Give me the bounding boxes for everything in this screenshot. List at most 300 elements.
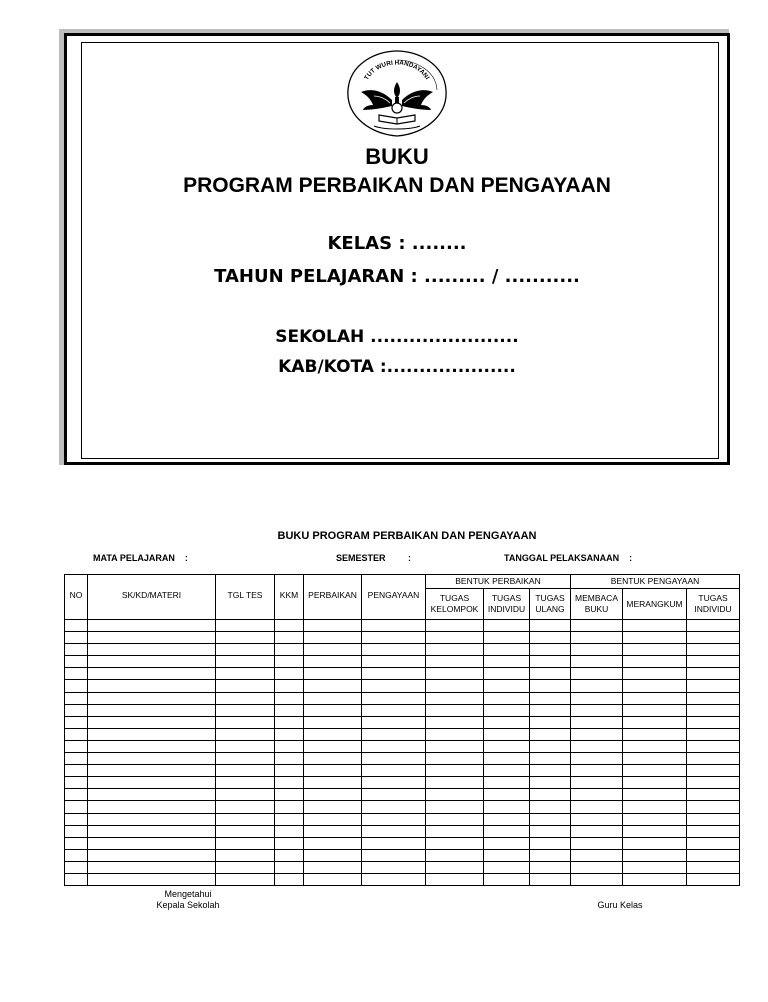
table-cell[interactable]	[530, 740, 571, 752]
table-cell[interactable]	[484, 813, 530, 825]
table-cell[interactable]	[304, 873, 362, 885]
table-cell[interactable]	[623, 789, 687, 801]
table-cell[interactable]	[304, 668, 362, 680]
tanggal-pelaksanaan-label: TANGGAL PELAKSANAAN :	[504, 553, 633, 563]
header-kkm: KKM	[275, 575, 304, 620]
table-cell[interactable]	[65, 656, 88, 668]
table-cell[interactable]	[304, 632, 362, 644]
table-cell[interactable]	[88, 825, 216, 837]
table-cell[interactable]	[426, 680, 484, 692]
table-cell[interactable]	[687, 632, 740, 644]
table-cell[interactable]	[530, 789, 571, 801]
table-cell[interactable]	[362, 813, 426, 825]
table-cell[interactable]	[571, 861, 623, 873]
table-cell[interactable]	[304, 861, 362, 873]
table-row	[65, 825, 740, 837]
table-cell[interactable]	[362, 777, 426, 789]
table-cell[interactable]	[88, 704, 216, 716]
table-row	[65, 813, 740, 825]
table-cell[interactable]	[426, 765, 484, 777]
table-cell[interactable]	[623, 656, 687, 668]
table-cell[interactable]	[65, 825, 88, 837]
table-cell[interactable]	[88, 632, 216, 644]
table-row	[65, 801, 740, 813]
table-cell[interactable]	[304, 656, 362, 668]
table-row	[65, 777, 740, 789]
table-cell[interactable]	[530, 632, 571, 644]
table-cell[interactable]	[571, 765, 623, 777]
table-cell[interactable]	[571, 837, 623, 849]
table-cell[interactable]	[484, 716, 530, 728]
table-cell[interactable]	[275, 680, 304, 692]
table-cell[interactable]	[571, 789, 623, 801]
table-cell[interactable]	[88, 620, 216, 632]
table-cell[interactable]	[304, 704, 362, 716]
table-cell[interactable]	[687, 620, 740, 632]
cover-kab-kota: KAB/KOTA :....................	[278, 357, 516, 377]
table-row	[65, 692, 740, 704]
table-cell[interactable]	[304, 789, 362, 801]
table-cell[interactable]	[426, 801, 484, 813]
table-cell[interactable]	[571, 692, 623, 704]
table-row	[65, 728, 740, 740]
table-cell[interactable]	[484, 789, 530, 801]
table-cell[interactable]	[216, 861, 275, 873]
table-row	[65, 644, 740, 656]
table-cell[interactable]	[484, 620, 530, 632]
table-body	[65, 620, 740, 886]
table-cell[interactable]	[65, 740, 88, 752]
table-cell[interactable]	[623, 728, 687, 740]
table-cell[interactable]	[304, 644, 362, 656]
table-cell[interactable]	[484, 849, 530, 861]
table-cell[interactable]	[275, 789, 304, 801]
table-cell[interactable]	[88, 873, 216, 885]
table-cell[interactable]	[484, 777, 530, 789]
table-cell[interactable]	[275, 813, 304, 825]
table-cell[interactable]	[571, 873, 623, 885]
table-cell[interactable]	[484, 704, 530, 716]
table-cell[interactable]	[65, 668, 88, 680]
table-cell[interactable]	[216, 728, 275, 740]
cover-sekolah: SEKOLAH .......................	[275, 327, 519, 347]
table-cell[interactable]	[88, 813, 216, 825]
table-cell[interactable]	[571, 849, 623, 861]
table-cell[interactable]	[530, 849, 571, 861]
table-cell[interactable]	[362, 632, 426, 644]
table-cell[interactable]	[65, 692, 88, 704]
table-cell[interactable]	[216, 849, 275, 861]
table-cell[interactable]	[426, 861, 484, 873]
table-cell[interactable]	[65, 728, 88, 740]
table-cell[interactable]	[275, 777, 304, 789]
table-cell[interactable]	[426, 656, 484, 668]
table-cell[interactable]	[484, 692, 530, 704]
table-cell[interactable]	[304, 680, 362, 692]
table-cell[interactable]	[623, 753, 687, 765]
table-cell[interactable]	[530, 801, 571, 813]
table-cell[interactable]	[571, 716, 623, 728]
table-cell[interactable]	[275, 849, 304, 861]
table-cell[interactable]	[426, 668, 484, 680]
table-cell[interactable]	[687, 837, 740, 849]
table-cell[interactable]	[362, 644, 426, 656]
table-cell[interactable]	[88, 837, 216, 849]
table-row	[65, 668, 740, 680]
table-cell[interactable]	[275, 801, 304, 813]
table-cell[interactable]	[426, 825, 484, 837]
table-cell[interactable]	[88, 728, 216, 740]
table-cell[interactable]	[484, 801, 530, 813]
table-cell[interactable]	[530, 716, 571, 728]
table-cell[interactable]	[687, 849, 740, 861]
table-cell[interactable]	[687, 728, 740, 740]
table-cell[interactable]	[530, 753, 571, 765]
table-cell[interactable]	[362, 740, 426, 752]
table-cell[interactable]	[484, 861, 530, 873]
table-cell[interactable]	[275, 873, 304, 885]
table-cell[interactable]	[216, 789, 275, 801]
table-cell[interactable]	[216, 777, 275, 789]
table-row	[65, 704, 740, 716]
table-cell[interactable]	[623, 668, 687, 680]
table-cell[interactable]	[623, 765, 687, 777]
table-cell[interactable]	[687, 765, 740, 777]
table-cell[interactable]	[687, 716, 740, 728]
table-cell[interactable]	[687, 789, 740, 801]
table-cell[interactable]	[65, 849, 88, 861]
table-cell[interactable]	[623, 644, 687, 656]
signature-kepala-sekolah-label: Kepala Sekolah	[156, 900, 220, 910]
table-cell[interactable]	[426, 692, 484, 704]
table-cell[interactable]	[65, 861, 88, 873]
table-cell[interactable]	[216, 668, 275, 680]
table-cell[interactable]	[623, 680, 687, 692]
table-cell[interactable]	[484, 632, 530, 644]
table-cell[interactable]	[530, 825, 571, 837]
table-cell[interactable]	[571, 813, 623, 825]
table-cell[interactable]	[426, 789, 484, 801]
table-cell[interactable]	[687, 644, 740, 656]
table-cell[interactable]	[304, 716, 362, 728]
table-cell[interactable]	[362, 668, 426, 680]
table-cell[interactable]	[623, 704, 687, 716]
table-cell[interactable]	[275, 668, 304, 680]
table-cell[interactable]	[426, 644, 484, 656]
table-cell[interactable]	[362, 753, 426, 765]
table-cell[interactable]	[426, 620, 484, 632]
table-row	[65, 861, 740, 873]
table-cell[interactable]	[530, 813, 571, 825]
table-cell[interactable]	[530, 668, 571, 680]
table-cell[interactable]	[687, 656, 740, 668]
table-row	[65, 656, 740, 668]
table-cell[interactable]	[571, 668, 623, 680]
table-cell[interactable]	[216, 680, 275, 692]
header-tugas-kelompok: TUGAS KELOMPOK	[426, 589, 484, 620]
table-cell[interactable]	[275, 692, 304, 704]
perbaikan-pengayaan-table	[64, 574, 740, 886]
cover-tahun-pelajaran: TAHUN PELAJARAN : ......... / ...........	[214, 266, 580, 287]
table-cell[interactable]	[362, 801, 426, 813]
table-cell[interactable]	[426, 716, 484, 728]
table-cell[interactable]	[571, 753, 623, 765]
table-cell[interactable]	[687, 861, 740, 873]
table-cell[interactable]	[275, 765, 304, 777]
table-cell[interactable]	[571, 801, 623, 813]
table-cell[interactable]	[65, 753, 88, 765]
header-tugas-ulang: TUGAS ULANG	[530, 589, 571, 620]
table-cell[interactable]	[623, 716, 687, 728]
table-cell[interactable]	[623, 873, 687, 885]
table-cell[interactable]	[571, 620, 623, 632]
table-cell[interactable]	[275, 644, 304, 656]
table-cell[interactable]	[426, 704, 484, 716]
table-cell[interactable]	[484, 837, 530, 849]
table-row	[65, 753, 740, 765]
table-cell[interactable]	[687, 704, 740, 716]
table-cell[interactable]	[571, 644, 623, 656]
table-cell[interactable]	[216, 873, 275, 885]
table-cell[interactable]	[88, 789, 216, 801]
table-row	[65, 873, 740, 885]
table-cell[interactable]	[304, 692, 362, 704]
table-cell[interactable]	[88, 680, 216, 692]
table-cell[interactable]	[275, 861, 304, 873]
table-cell[interactable]	[304, 849, 362, 861]
table-cell[interactable]	[530, 656, 571, 668]
table-cell[interactable]	[362, 728, 426, 740]
table-cell[interactable]	[362, 716, 426, 728]
table-cell[interactable]	[484, 644, 530, 656]
table-cell[interactable]	[484, 765, 530, 777]
table-cell[interactable]	[88, 740, 216, 752]
table-cell[interactable]	[484, 740, 530, 752]
table-cell[interactable]	[275, 620, 304, 632]
table-cell[interactable]	[362, 765, 426, 777]
table-cell[interactable]	[88, 644, 216, 656]
table-cell[interactable]	[484, 873, 530, 885]
table-cell[interactable]	[362, 680, 426, 692]
table-cell[interactable]	[687, 668, 740, 680]
table-cell[interactable]	[530, 777, 571, 789]
table-cell[interactable]	[362, 656, 426, 668]
table-cell[interactable]	[275, 825, 304, 837]
table-cell[interactable]	[216, 704, 275, 716]
table-cell[interactable]	[65, 620, 88, 632]
table-cell[interactable]	[304, 825, 362, 837]
table-cell[interactable]	[362, 873, 426, 885]
table-cell[interactable]	[65, 789, 88, 801]
table-cell[interactable]	[571, 632, 623, 644]
table-cell[interactable]	[623, 861, 687, 873]
table-cell[interactable]	[304, 777, 362, 789]
table-cell[interactable]	[362, 704, 426, 716]
table-cell[interactable]	[484, 753, 530, 765]
table-cell[interactable]	[623, 632, 687, 644]
header-bentuk-perbaikan: BENTUK PERBAIKAN	[426, 575, 571, 589]
table-cell[interactable]	[623, 813, 687, 825]
table-cell[interactable]	[88, 716, 216, 728]
table-cell[interactable]	[687, 813, 740, 825]
table-cell[interactable]	[304, 740, 362, 752]
table-cell[interactable]	[362, 837, 426, 849]
table-cell[interactable]	[216, 825, 275, 837]
table-cell[interactable]	[530, 620, 571, 632]
table-cell[interactable]	[530, 704, 571, 716]
table-cell[interactable]	[275, 656, 304, 668]
table-cell[interactable]	[216, 753, 275, 765]
header-perbaikan: PERBAIKAN	[304, 575, 362, 620]
table-cell[interactable]	[687, 692, 740, 704]
table-cell[interactable]	[623, 801, 687, 813]
table-cell[interactable]	[65, 873, 88, 885]
table-cell[interactable]	[687, 873, 740, 885]
table-cell[interactable]	[362, 849, 426, 861]
table-cell[interactable]	[484, 728, 530, 740]
table-cell[interactable]	[623, 740, 687, 752]
table-cell[interactable]	[362, 692, 426, 704]
table-cell[interactable]	[216, 692, 275, 704]
table-cell[interactable]	[65, 813, 88, 825]
table-cell[interactable]	[426, 837, 484, 849]
table-cell[interactable]	[530, 644, 571, 656]
table-cell[interactable]	[216, 837, 275, 849]
table-cell[interactable]	[687, 753, 740, 765]
table-cell[interactable]	[275, 704, 304, 716]
table-cell[interactable]	[88, 656, 216, 668]
table-row	[65, 680, 740, 692]
table-cell[interactable]	[623, 825, 687, 837]
table-cell[interactable]	[623, 849, 687, 861]
table-cell[interactable]	[65, 837, 88, 849]
table-cell[interactable]	[426, 632, 484, 644]
table-cell[interactable]	[304, 837, 362, 849]
table-cell[interactable]	[571, 704, 623, 716]
table-cell[interactable]	[426, 728, 484, 740]
table-row	[65, 620, 740, 632]
table-cell[interactable]	[65, 644, 88, 656]
table-cell[interactable]	[216, 632, 275, 644]
table-cell[interactable]	[88, 668, 216, 680]
table-cell[interactable]	[216, 813, 275, 825]
table-cell[interactable]	[275, 753, 304, 765]
table-cell[interactable]	[571, 740, 623, 752]
table-cell[interactable]	[571, 680, 623, 692]
header-pengayaan: PENGAYAAN	[362, 575, 426, 620]
table-cell[interactable]	[426, 813, 484, 825]
table-cell[interactable]	[304, 801, 362, 813]
table-cell[interactable]	[275, 740, 304, 752]
table-cell[interactable]	[530, 692, 571, 704]
table-cell[interactable]	[687, 825, 740, 837]
table-cell[interactable]	[530, 837, 571, 849]
table-cell[interactable]	[530, 728, 571, 740]
table-row	[65, 765, 740, 777]
table-row	[65, 849, 740, 861]
table-cell[interactable]	[65, 777, 88, 789]
table-cell[interactable]	[362, 861, 426, 873]
table-cell[interactable]	[275, 837, 304, 849]
table-cell[interactable]	[623, 777, 687, 789]
table-cell[interactable]	[687, 777, 740, 789]
table-cell[interactable]	[216, 716, 275, 728]
table-cell[interactable]	[88, 692, 216, 704]
table-cell[interactable]	[571, 825, 623, 837]
mata-pelajaran-label: MATA PELAJARAN :	[93, 553, 188, 563]
table-cell[interactable]	[216, 620, 275, 632]
table-cell[interactable]	[571, 777, 623, 789]
table-cell[interactable]	[426, 753, 484, 765]
table-cell[interactable]	[216, 801, 275, 813]
table-cell[interactable]	[687, 740, 740, 752]
table-cell[interactable]	[275, 716, 304, 728]
table-cell[interactable]	[88, 753, 216, 765]
table-cell[interactable]	[362, 825, 426, 837]
table-cell[interactable]	[88, 849, 216, 861]
table-cell[interactable]	[426, 777, 484, 789]
header-no: NO	[65, 575, 88, 620]
table-cell[interactable]	[65, 704, 88, 716]
table-cell[interactable]	[687, 680, 740, 692]
table-cell[interactable]	[65, 765, 88, 777]
table-cell[interactable]	[484, 668, 530, 680]
table-cell[interactable]	[687, 801, 740, 813]
table-cell[interactable]	[88, 801, 216, 813]
table-cell[interactable]	[216, 740, 275, 752]
table-cell[interactable]	[216, 765, 275, 777]
table-cell[interactable]	[426, 849, 484, 861]
table-cell[interactable]	[530, 861, 571, 873]
table-cell[interactable]	[571, 728, 623, 740]
table-cell[interactable]	[65, 680, 88, 692]
table-cell[interactable]	[623, 692, 687, 704]
table-cell[interactable]	[484, 680, 530, 692]
table-cell[interactable]	[362, 789, 426, 801]
table-cell[interactable]	[484, 656, 530, 668]
table-cell[interactable]	[88, 765, 216, 777]
table-cell[interactable]	[304, 753, 362, 765]
table-cell[interactable]	[362, 620, 426, 632]
table-cell[interactable]	[65, 801, 88, 813]
table-cell[interactable]	[571, 656, 623, 668]
table-cell[interactable]	[484, 825, 530, 837]
table-cell[interactable]	[426, 873, 484, 885]
table-cell[interactable]	[304, 813, 362, 825]
table-row	[65, 740, 740, 752]
table-cell[interactable]	[65, 716, 88, 728]
table-cell[interactable]	[623, 620, 687, 632]
table-cell[interactable]	[88, 777, 216, 789]
table-cell[interactable]	[530, 765, 571, 777]
tut-wuri-handayani-logo	[344, 48, 450, 138]
table-cell[interactable]	[623, 837, 687, 849]
table-cell[interactable]	[530, 680, 571, 692]
table-cell[interactable]	[530, 873, 571, 885]
table-cell[interactable]	[304, 620, 362, 632]
table-cell[interactable]	[304, 765, 362, 777]
table-cell[interactable]	[216, 656, 275, 668]
table-cell[interactable]	[216, 644, 275, 656]
table-cell[interactable]	[304, 728, 362, 740]
table-cell[interactable]	[426, 740, 484, 752]
table-cell[interactable]	[88, 861, 216, 873]
table-row	[65, 789, 740, 801]
table-row	[65, 632, 740, 644]
table-cell[interactable]	[275, 728, 304, 740]
table-cell[interactable]	[65, 632, 88, 644]
table-cell[interactable]	[275, 632, 304, 644]
